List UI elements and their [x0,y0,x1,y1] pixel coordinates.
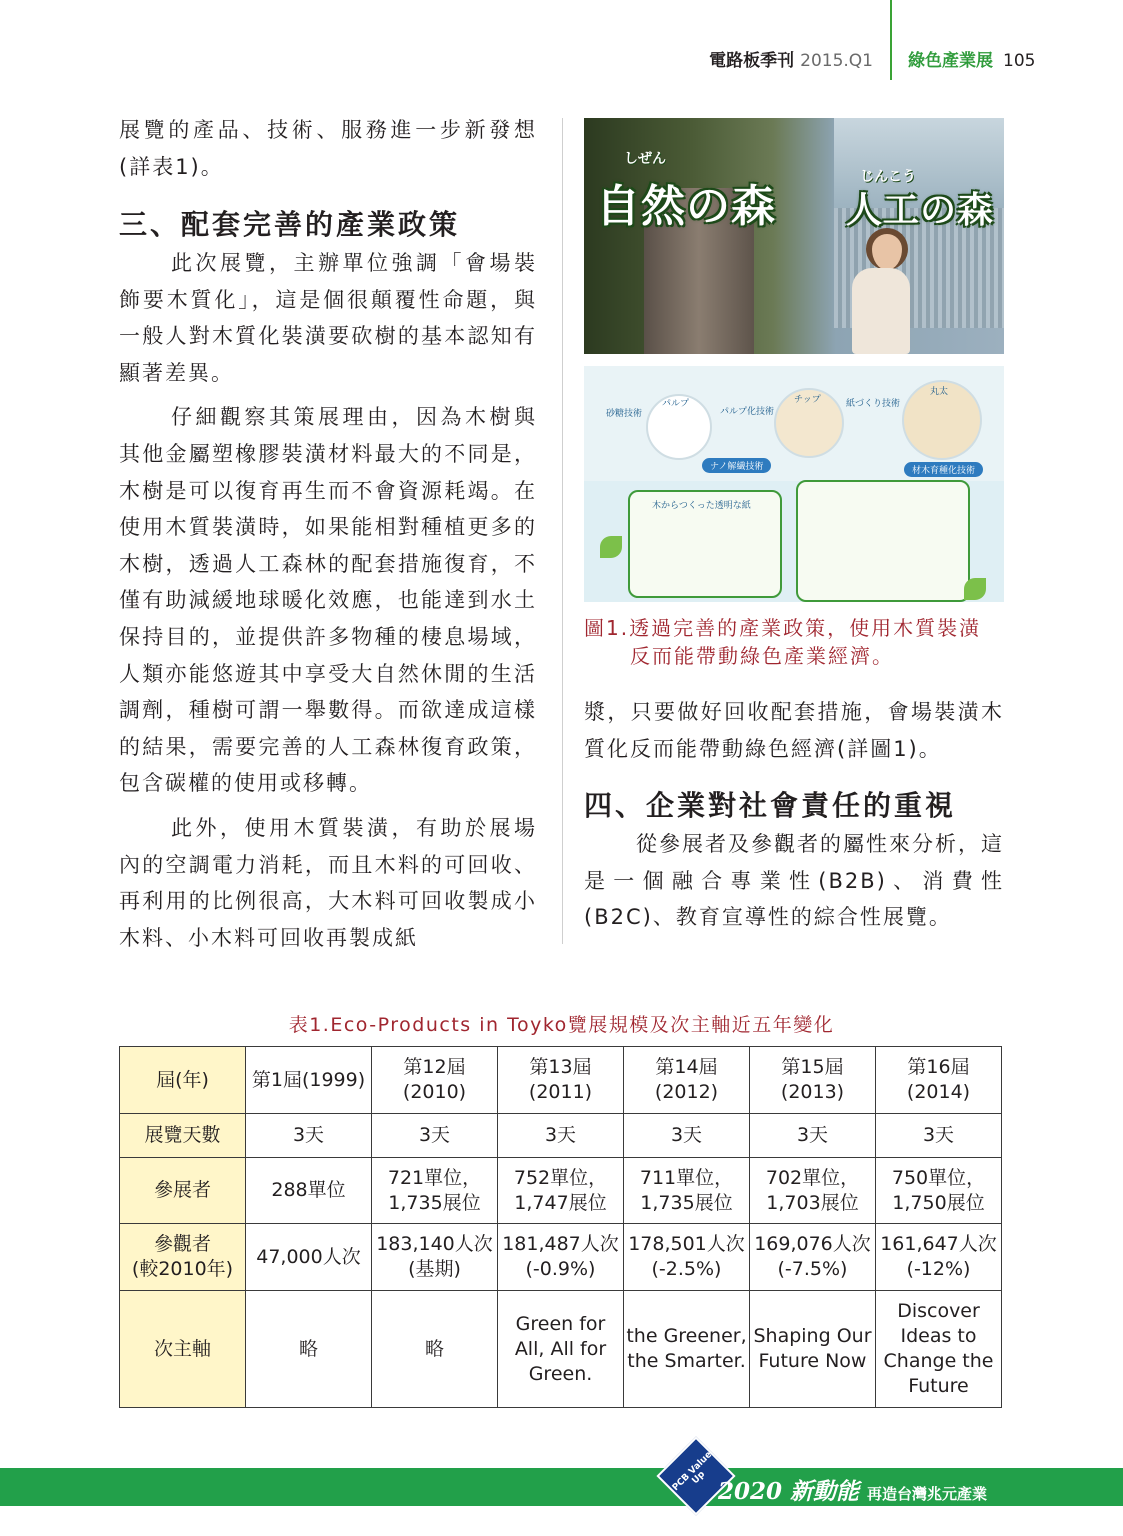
table-header-row [120,1047,1002,1114]
table-row [120,1114,1002,1158]
eco-products-table [119,1046,1002,1408]
furigana-left: しぜん [624,151,666,167]
table-cell: 178,501人次 (-2.5%) [624,1224,750,1291]
table-cell: 3天 [372,1114,498,1158]
table-cell: 3天 [876,1114,1002,1158]
table-cell: the Greener, the Smarter. [624,1291,750,1408]
table-cell: 750單位， 1,750展位 [876,1158,1002,1224]
paragraph-4-1: 從參展者及參觀者的屬性來分析，這是一個融合專業性(B2B)、消費性(B2C)、教育宣導性的綜合性展覽。 [584,832,1004,930]
table-cell: 183,140人次 (基期) [372,1224,498,1291]
paragraph-continued: 展覽的產品、技術、服務進一步新發想(詳表1)。 [119,118,537,179]
paragraph-3: 此外，使用木質裝潢，有助於展場內的空調電力消耗，而且木料的可回收、再利用的比例很高，大木料可回收製成小木料、小木料可回收再製成紙 [119,815,537,950]
magazine-name: 電路板季刊 [709,51,795,71]
photo-forest-booth [584,118,1004,354]
panel-label-transparent-paper: 木からつくった透明な紙 [652,501,751,511]
logo-text: PCB Value Up [670,1449,715,1494]
person-dress [852,268,910,354]
photo-wood-technology-panel [584,366,1004,602]
photo-title-artificial-forest: 人工の森 [846,190,995,231]
panel-pill-breeding: 材木育種化技術 [904,462,983,477]
panel-plastic [796,480,970,602]
table-caption: 表1.Eco-Products in Toyko覽展規模及次主軸近五年變化 [288,1014,835,1036]
table-cell: 略 [372,1291,498,1408]
paragraph-continued-right: 漿，只要做好回收配套措施，會場裝潢木質化反而能帶動綠色經濟(詳圖1)。 [584,700,1004,761]
table-cell: 屆(年) [120,1047,246,1114]
paragraph-1: 此次展覽，主辦單位強調「會場裝飾要木質化」，這是個很顛覆性命題，與一般人對木質化裝潢要砍樹的基本認知有顯著差異。 [119,251,537,385]
slogan-main: 2020 新動能 [718,1478,860,1505]
table-cell: 47,000人次 [246,1224,372,1291]
heading-section-4: 四、企業對社會責任的重視 [584,789,957,822]
panel-label-chip: チップ [794,395,821,405]
panel-label-papermaking: 紙づくり技術 [846,399,901,409]
table-cell: 次主軸 [120,1291,246,1408]
table-cell: 181,487人次 (-0.9%) [498,1224,624,1291]
table-row [120,1224,1002,1291]
panel-label-pulping: パルプ化技術 [720,407,775,417]
table-cell: 3天 [750,1114,876,1158]
header-rule [890,0,892,80]
table-cell: 702單位， 1,703展位 [750,1158,876,1224]
leaf-mascot-right [964,578,986,600]
caption-line-2: 反而能帶動綠色產業經濟。 [630,644,894,668]
table-cell: 3天 [624,1114,750,1158]
leaf-mascot-left [600,536,622,558]
column-divider [562,118,563,944]
table-cell: 第12屆 (2010) [372,1047,498,1114]
heading-section-3: 三、配套完善的產業政策 [119,208,461,241]
issue-label: 2015.Q1 [800,51,873,71]
person-head [866,228,908,270]
slogan-sub: 再造台灣兆元產業 [867,1485,988,1503]
right-column-body [584,826,1004,936]
table-cell: 參展者 [120,1158,246,1224]
table-row [120,1158,1002,1224]
panel-label-log: 丸太 [930,387,949,397]
table-cell: 169,076人次 (-7.5%) [750,1224,876,1291]
table-cell: 第1屆(1999) [246,1047,372,1114]
photo-person [846,228,916,354]
table-cell: 711單位， 1,735展位 [624,1158,750,1224]
table-cell: 展覽天數 [120,1114,246,1158]
table-cell: 3天 [498,1114,624,1158]
table-cell: 參觀者 (較2010年) [120,1224,246,1291]
table-cell: 161,647人次 (-12%) [876,1224,1002,1291]
section-name: 綠色產業展 [908,51,993,71]
caption-line-1: 圖1.透過完善的產業政策，使用木質裝潢 [584,616,982,640]
panel-pill-nano: ナノ解繊技術 [702,458,771,473]
left-column-body [119,245,537,956]
photo-title-natural-forest: 自然の森 [596,181,776,232]
running-head-magazine [709,46,873,71]
table-cell: Discover Ideas to Change the Future [876,1291,1002,1408]
table-cell: 略 [246,1291,372,1408]
page-number: 105 [1003,51,1036,71]
table-cell: 第13屆 (2011) [498,1047,624,1114]
furigana-right: じんこう [860,169,916,185]
table-cell: 288單位 [246,1158,372,1224]
table-cell: 第14屆 (2012) [624,1047,750,1114]
figure-caption [584,614,1008,670]
table-cell: 721單位， 1,735展位 [372,1158,498,1224]
footer-slogan [718,1473,987,1506]
panel-label-sugar: 砂糖技術 [606,409,643,419]
right-column-top [584,694,1004,767]
table-cell: 第16屆 (2014) [876,1047,1002,1114]
table-row [120,1291,1002,1408]
table-cell: Shaping Our Future Now [750,1291,876,1408]
running-head-section [908,46,1035,71]
table-cell: Green for All, All for Green. [498,1291,624,1408]
panel-label-pulp: パルプ [662,399,690,409]
left-column-top [119,112,537,185]
paragraph-2: 仔細觀察其策展理由，因為木樹與其他金屬塑橡膠裝潢材料最大的不同是，木樹是可以復育再生而不會資源耗竭。在使用木質裝潢時，如果能相對種植更多的木樹，透過人工森林的配套措施復育，不僅有助減緩地球暖化效應，也能達到水土保持目的，並提供許多物種的棲息場域，人類亦能悠遊其中享受大自然休閒的生活調劑，種樹可謂一舉數得。而欲達成這樣的結果，需要完善的人工森林復育政策，包含碳權的使用或移轉。 [119,405,537,796]
table-cell: 752單位， 1,747展位 [498,1158,624,1224]
table-cell: 第15屆 (2013) [750,1047,876,1114]
table-cell: 3天 [246,1114,372,1158]
